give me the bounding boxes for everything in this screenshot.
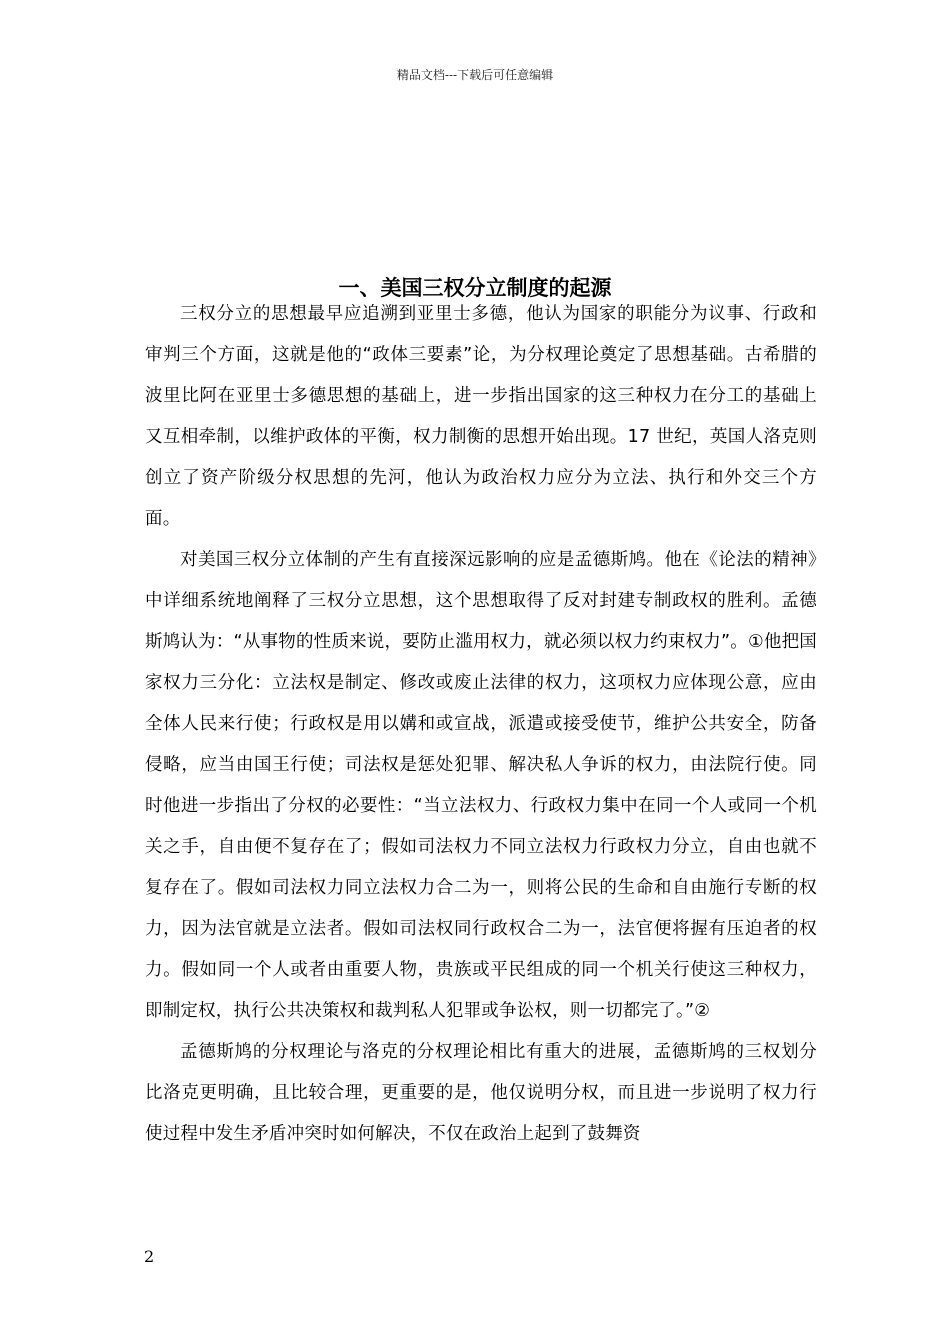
paragraph-3: 孟德斯鸠的分权理论与洛克的分权理论相比有重大的进展，孟德斯鸠的三权划分比洛克更明确，且比较合理，更重要的是，他仅说明分权，而且进一步说明了权力行使过程中发生矛盾冲突时如何解决，不仅在政治上起到了鼓舞资: [145, 1042, 817, 1144]
paragraph-2: 对美国三权分立体制的产生有直接深远影响的应是孟德斯鸠。他在《论法的精神》中详细系统地阐释了三权分立思想，这个思想取得了反对封建专制政权的胜利。孟德斯鸠认为：“从事物的性质来说，要防止滥用权力，就必须以权力约束权力”。①他把国家权力三分化：立法权是制定、修改或废止法律的权力，这项权力应体现公意，应由全体人民来行使；行政权是用以媾和或宣战，派遣或接受使节，维护公共安全，防备侵略，应当由国王行使；司法权是惩处犯罪、解决私人争诉的权力，由法院行使。同时他进一步指出了分权的必要性：“当立法权力、行政权力集中在同一个人或同一个机关之手，自由便不复存在了；假如司法权力不同立法权力行政权力分立，自由也就不复存在了。假如司法权力同立法权力合二为一，则将公民的生命和自由施行专断的权力，因为法官就是立法者。假如司法权同行政权合二为一，法官便将握有压迫者的权力。假如同一个人或者由重要人物，贵族或平民组成的同一个机关行使这三种权力，即制定权，执行公共决策权和裁判私人犯罪或争讼权，则一切都完了。”②: [145, 550, 817, 1021]
section-title: 一、美国三权分立制度的起源: [338, 276, 612, 300]
page-number: 2: [144, 1247, 155, 1266]
paragraph-1: 三权分立的思想最早应追溯到亚里士多德，他认为国家的职能分为议事、行政和审判三个方面，这就是他的“政体三要素”论，为分权理论奠定了思想基础。古希腊的波里比阿在亚里士多德思想的基础上，进一步指出国家的这三种权力在分工的基础上又互相牵制，以维护政体的平衡，权力制衡的思想开始出现。17 世纪，英国人洛克则创立了资产阶级分权思想的先河，他认为政治权力应分为立法、执行和外交三个方面。: [145, 304, 817, 529]
body-text: [145, 294, 817, 1155]
page-header: 精品文档---下载后可任意编辑: [396, 68, 554, 82]
